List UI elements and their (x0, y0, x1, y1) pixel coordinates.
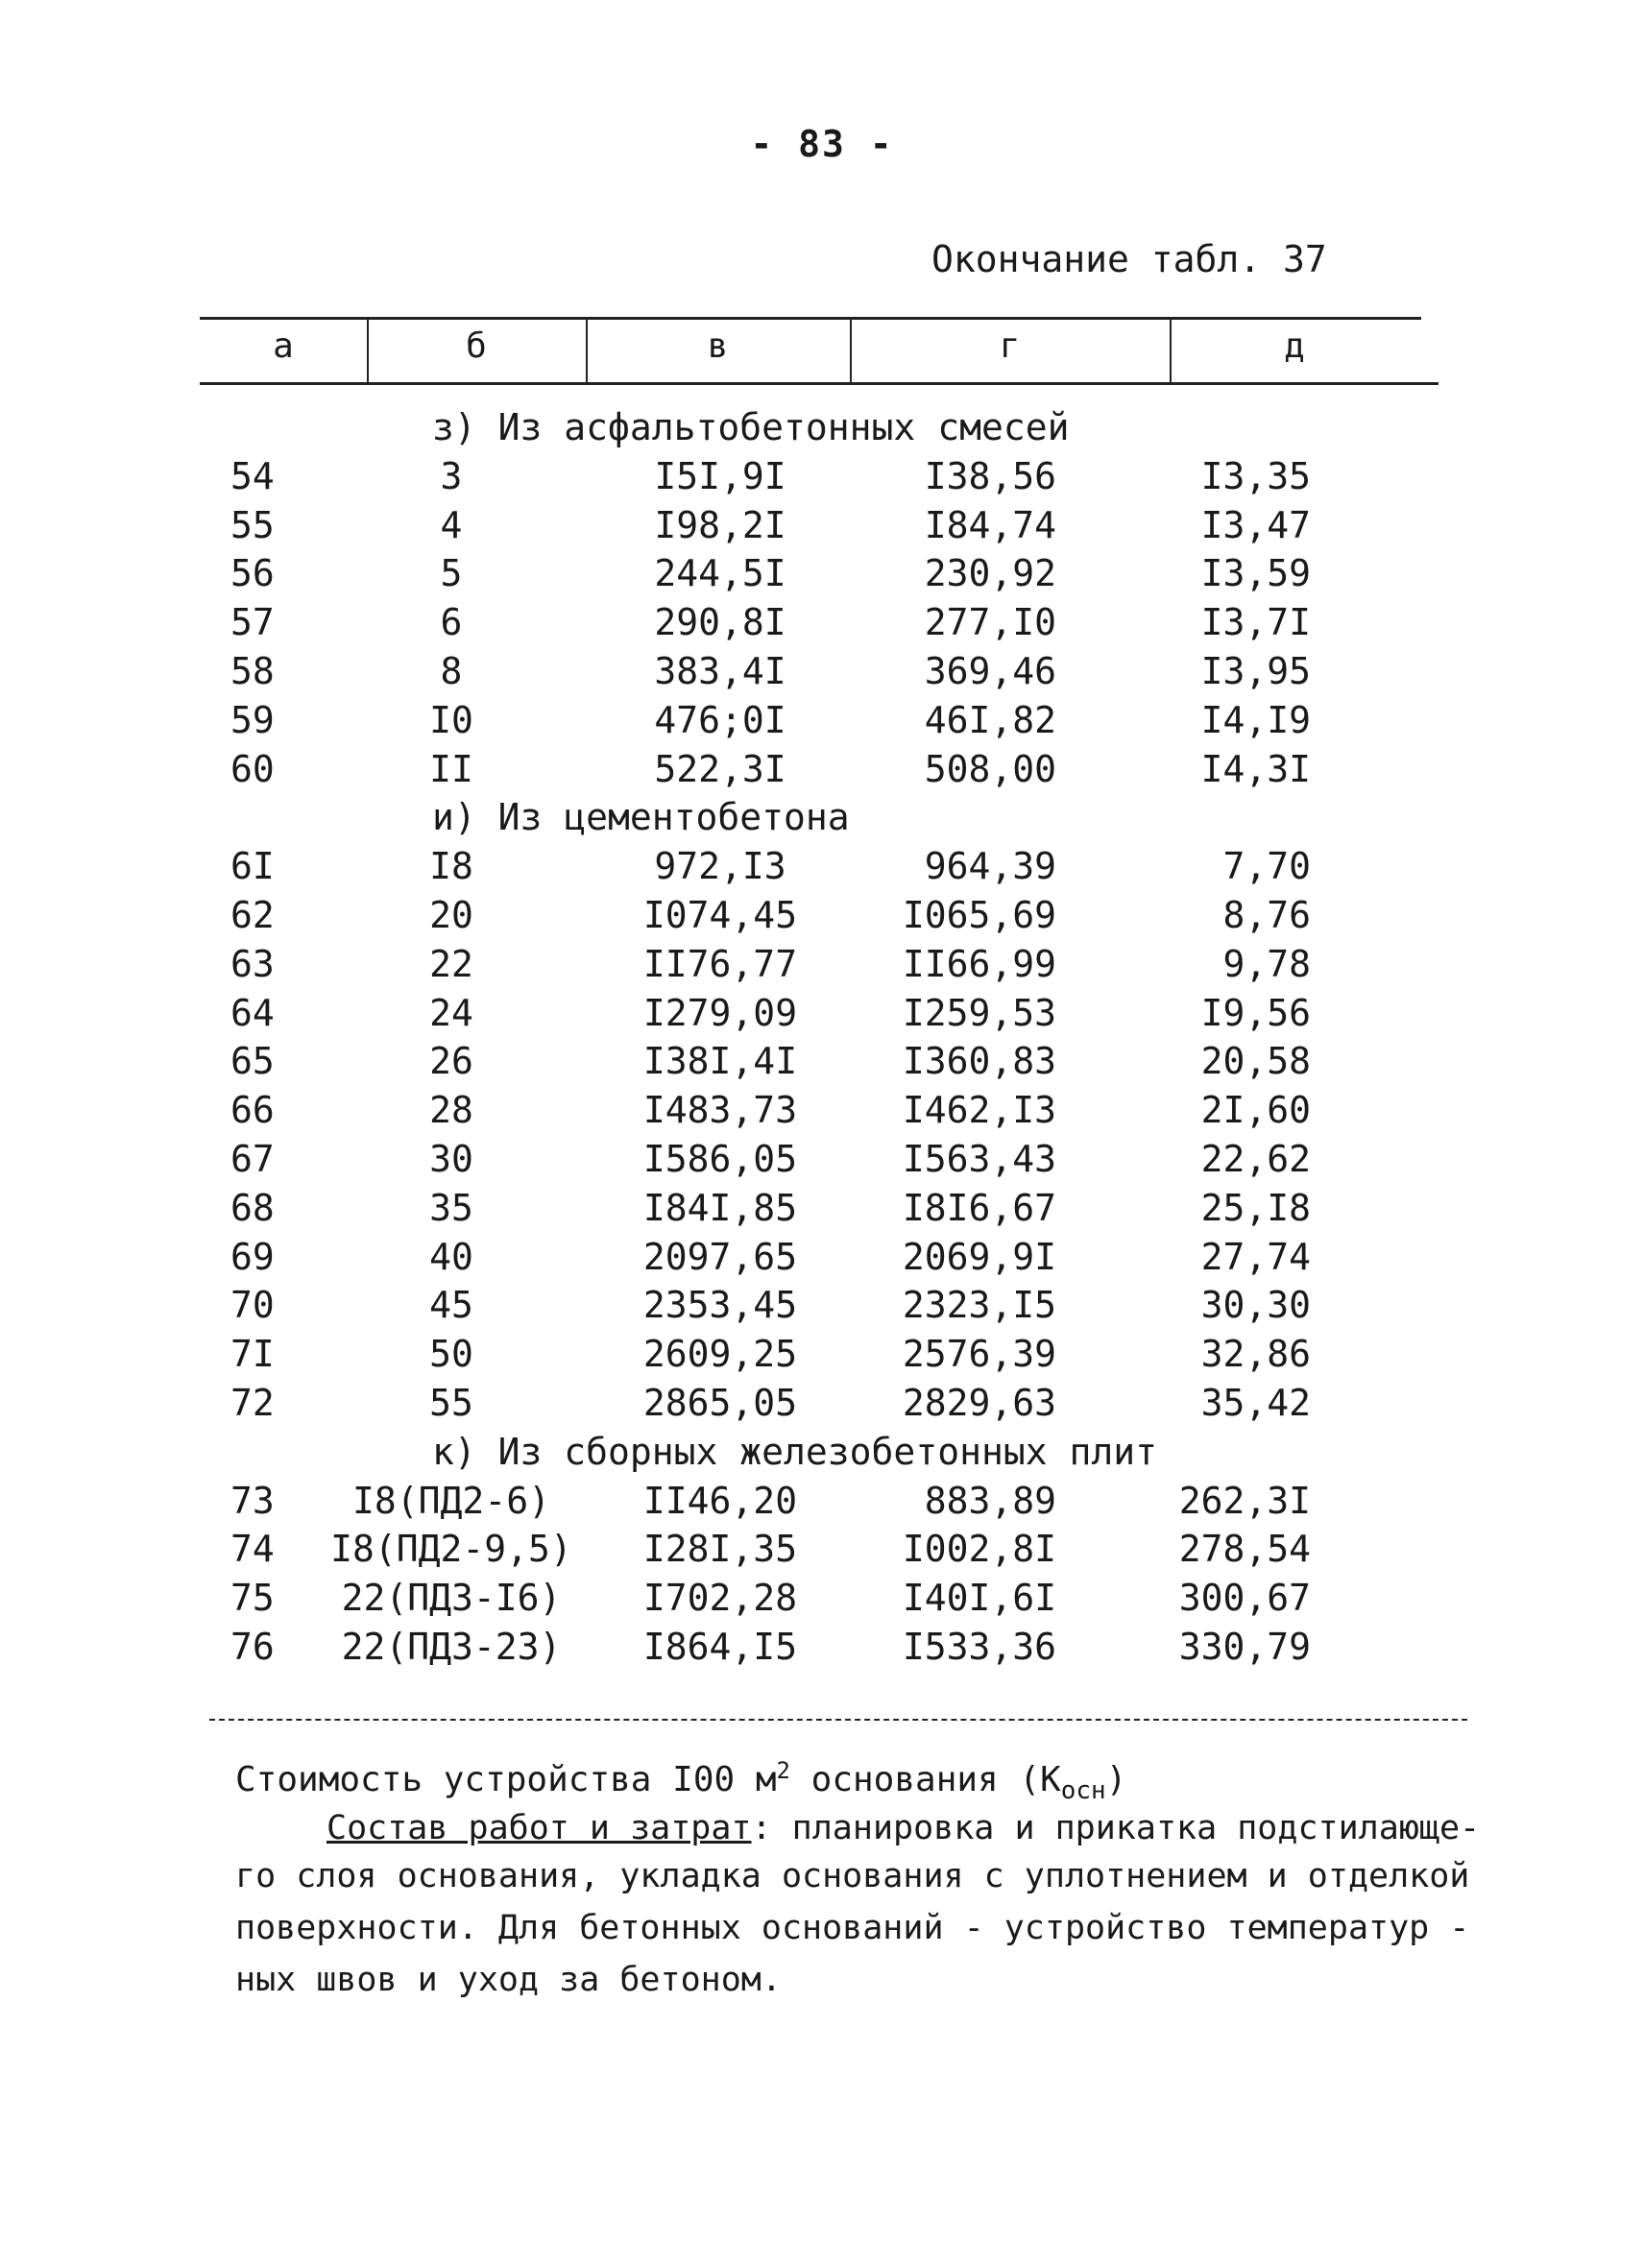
table-row (0, 1233, 1644, 1282)
table-row (0, 1330, 1644, 1379)
cell-g: I38,56 (924, 454, 1056, 497)
table-row (0, 1086, 1644, 1135)
cell-d: 9,78 (1222, 942, 1311, 985)
cell-v: I5I,9I (654, 454, 786, 497)
cell-a: 57 (230, 601, 275, 644)
cell-a: 56 (230, 552, 275, 595)
section-title-row (0, 793, 1644, 842)
cell-d: 25,I8 (1200, 1186, 1311, 1229)
cell-a: 54 (230, 454, 275, 497)
cell-b: 28 (429, 1089, 473, 1132)
cell-g: I259,53 (902, 991, 1056, 1034)
header-top-rule (200, 317, 1421, 320)
cell-b: I8 (429, 845, 473, 888)
page-number: - 83 - (750, 123, 894, 165)
cell-d: I4,3I (1200, 747, 1311, 790)
cost-heading-sup: 2 (776, 1757, 790, 1784)
cell-b: 26 (429, 1040, 473, 1083)
cell-g: 2323,I5 (902, 1284, 1056, 1327)
section-title: з) Из асфальтобетонных смесей (432, 406, 1070, 448)
cell-d: I3,47 (1200, 503, 1311, 546)
cell-b: I8(ПД2-9,5) (330, 1528, 572, 1571)
cell-b: 22(ПД3-I6) (341, 1577, 562, 1620)
cell-v: I702,28 (642, 1577, 798, 1620)
cell-g: I360,83 (902, 1040, 1056, 1083)
table-row (0, 1477, 1644, 1526)
cell-g: 964,39 (924, 845, 1056, 888)
cell-b: 3 (440, 454, 463, 497)
cell-v: 383,4I (654, 649, 786, 692)
table-row (0, 1525, 1644, 1574)
table-bottom-rule (209, 1719, 1467, 1721)
cell-a: 60 (230, 747, 275, 790)
cell-b: 6 (440, 601, 463, 644)
cell-d: 7,70 (1222, 845, 1311, 888)
section-title-row (0, 1428, 1644, 1477)
cell-b: 30 (429, 1137, 473, 1180)
header-bottom-rule (200, 382, 1438, 385)
composition-line-2: го слоя основания, укладка основания с уплотнением и отделкой (235, 1857, 1470, 1895)
cell-v: I279,09 (642, 991, 798, 1034)
cost-heading-post: ) (1105, 1760, 1127, 1799)
cell-b: 22(ПД3-23) (341, 1625, 562, 1668)
cell-v: I38I,4I (642, 1040, 798, 1083)
table-row (0, 842, 1644, 891)
column-header-d: д (1284, 326, 1305, 366)
cell-b: I8(ПД2-6) (352, 1479, 550, 1522)
table-row (0, 989, 1644, 1038)
cell-d: 32,86 (1200, 1333, 1311, 1376)
cell-a: 62 (230, 893, 275, 936)
cell-g: II66,99 (902, 942, 1056, 985)
composition-line-4: ных швов и уход за бетоном. (235, 1961, 782, 1999)
cell-v: 2097,65 (642, 1235, 798, 1278)
cell-v: 522,3I (654, 747, 786, 790)
table-row (0, 1281, 1644, 1330)
cell-a: 59 (230, 698, 275, 741)
cell-v: 972,I3 (654, 845, 786, 888)
cell-a: 64 (230, 991, 275, 1034)
cell-b: 22 (429, 942, 473, 985)
cell-v: 244,5I (654, 552, 786, 595)
cell-b: 5 (440, 552, 463, 595)
cell-d: 262,3I (1178, 1479, 1311, 1522)
column-header-g: г (999, 326, 1021, 366)
table-row (0, 940, 1644, 989)
table-row (0, 891, 1644, 940)
cell-b: 8 (440, 649, 463, 692)
cell-a: 70 (230, 1284, 275, 1327)
cell-d: 30,30 (1200, 1284, 1311, 1327)
cell-v: 2353,45 (642, 1284, 798, 1327)
cell-g: I065,69 (902, 893, 1056, 936)
cell-d: 22,62 (1200, 1137, 1311, 1180)
cell-d: I3,95 (1200, 649, 1311, 692)
table-row (0, 549, 1644, 598)
cell-a: 72 (230, 1381, 275, 1424)
cell-v: II46,20 (642, 1479, 798, 1522)
cell-d: 278,54 (1178, 1528, 1311, 1571)
cell-g: I002,8I (902, 1528, 1056, 1571)
cell-a: 66 (230, 1089, 275, 1132)
table-row (0, 1037, 1644, 1086)
cell-v: I483,73 (642, 1089, 798, 1132)
cell-b: I0 (429, 698, 473, 741)
cell-d: 27,74 (1200, 1235, 1311, 1278)
table-row (0, 598, 1644, 647)
cell-a: 7I (230, 1333, 275, 1376)
cell-g: 277,I0 (924, 601, 1056, 644)
table-row (0, 696, 1644, 745)
cell-b: 35 (429, 1186, 473, 1229)
cell-b: 40 (429, 1235, 473, 1278)
cell-b: 50 (429, 1333, 473, 1376)
composition-line-1-text: : планировка и прикатка подстилающе- (751, 1809, 1481, 1847)
cell-a: 68 (230, 1186, 275, 1229)
table-row (0, 1623, 1644, 1672)
cell-a: 67 (230, 1137, 275, 1180)
cell-v: 2865,05 (642, 1381, 798, 1424)
cell-v: 290,8I (654, 601, 786, 644)
cost-heading-sub: осн (1060, 1776, 1106, 1806)
cell-b: II (429, 747, 473, 790)
table-row (0, 1184, 1644, 1233)
table-row (0, 452, 1644, 501)
composition-label: Состав работ и затрат (326, 1809, 752, 1847)
table-row (0, 1379, 1644, 1428)
section-title-row (0, 403, 1644, 452)
table-row (0, 647, 1644, 696)
cell-v: I586,05 (642, 1137, 798, 1180)
table-row (0, 1135, 1644, 1184)
cell-d: 330,79 (1178, 1625, 1311, 1668)
cell-v: I074,45 (642, 893, 798, 936)
table-body (0, 403, 1644, 1672)
cost-heading-pre: Стоимость устройства I00 м (235, 1760, 777, 1799)
cost-heading (235, 1757, 1126, 1805)
cell-d: 2I,60 (1200, 1089, 1311, 1132)
cell-g: I8I6,67 (902, 1186, 1056, 1229)
cell-g: I84,74 (924, 503, 1056, 546)
section-title: к) Из сборных железобетонных плит (432, 1430, 1157, 1473)
cell-b: 20 (429, 893, 473, 936)
cell-a: 74 (230, 1528, 275, 1571)
cell-g: I533,36 (902, 1625, 1056, 1668)
cell-v: 2609,25 (642, 1333, 798, 1376)
cell-d: I4,I9 (1200, 698, 1311, 741)
cell-d: I3,7I (1200, 601, 1311, 644)
cost-heading-mid: основания (К (789, 1760, 1061, 1799)
cell-g: I563,43 (902, 1137, 1056, 1180)
composition-line-3: поверхности. Для бетонных оснований - устройство температур - (235, 1909, 1470, 1947)
cell-v: I84I,85 (642, 1186, 798, 1229)
cell-g: I462,I3 (902, 1089, 1056, 1132)
cell-a: 75 (230, 1577, 275, 1620)
cell-g: I40I,6I (902, 1577, 1056, 1620)
cell-a: 73 (230, 1479, 275, 1522)
cell-g: 508,00 (924, 747, 1056, 790)
table-row (0, 501, 1644, 550)
cell-d: 35,42 (1200, 1381, 1311, 1424)
cell-a: 55 (230, 503, 275, 546)
cell-v: II76,77 (642, 942, 798, 985)
column-header-a: а (273, 326, 294, 366)
cell-d: I9,56 (1200, 991, 1311, 1034)
table-row (0, 745, 1644, 794)
cell-v: 476;0I (654, 698, 786, 741)
cell-a: 69 (230, 1235, 275, 1278)
cell-d: 300,67 (1178, 1577, 1311, 1620)
cell-a: 65 (230, 1040, 275, 1083)
table-caption: Окончание табл. 37 (931, 238, 1327, 280)
cell-g: 46I,82 (924, 698, 1056, 741)
cell-b: 55 (429, 1381, 473, 1424)
cell-d: 8,76 (1222, 893, 1311, 936)
cell-b: 4 (440, 503, 463, 546)
cell-g: 883,89 (924, 1479, 1056, 1522)
table-row (0, 1574, 1644, 1623)
cell-v: I864,I5 (642, 1625, 798, 1668)
cell-v: I28I,35 (642, 1528, 798, 1571)
cell-g: 2069,9I (902, 1235, 1056, 1278)
cell-d: I3,59 (1200, 552, 1311, 595)
column-header-b: б (466, 326, 487, 366)
cell-g: 2576,39 (902, 1333, 1056, 1376)
cell-v: I98,2I (654, 503, 786, 546)
cell-g: 369,46 (924, 649, 1056, 692)
cell-b: 24 (429, 991, 473, 1034)
cell-d: 20,58 (1200, 1040, 1311, 1083)
cell-a: 63 (230, 942, 275, 985)
cell-g: 2829,63 (902, 1381, 1056, 1424)
cell-d: I3,35 (1200, 454, 1311, 497)
composition-line-1 (326, 1809, 1480, 1847)
cell-b: 45 (429, 1284, 473, 1327)
cell-a: 76 (230, 1625, 275, 1668)
cell-a: 58 (230, 649, 275, 692)
cell-g: 230,92 (924, 552, 1056, 595)
cell-a: 6I (230, 845, 275, 888)
column-header-v: в (707, 326, 729, 366)
section-title: и) Из цементобетона (432, 796, 850, 839)
